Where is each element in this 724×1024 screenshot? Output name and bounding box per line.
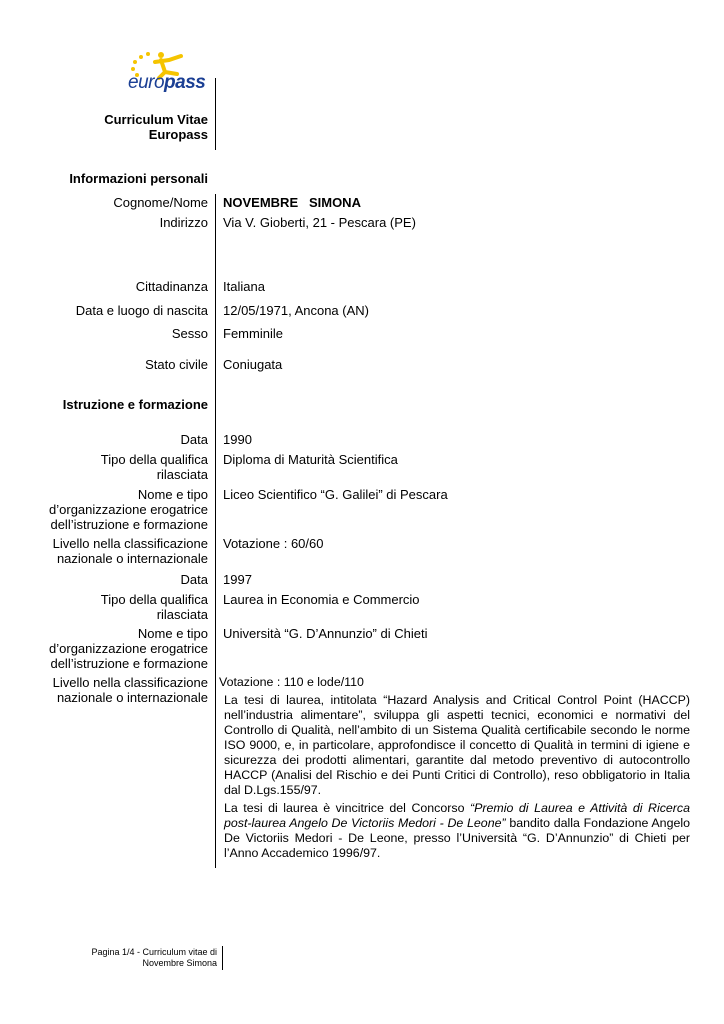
label-cittadinanza: Cittadinanza [135,279,208,294]
label-tipo-qualifica-line2: rilasciata [156,607,208,622]
cv-title-line1: Curriculum Vitae [104,112,208,127]
label-nome-line2: d’organizzazione erogatrice [49,641,208,656]
label-data-nascita: Data e luogo di nascita [75,303,208,318]
label-indirizzo: Indirizzo [159,215,208,230]
label-tipo-qualifica [101,452,208,482]
label-cognome-nome: Cognome/Nome [113,195,208,210]
value-nome-organizzazione: Università “G. D’Annunzio” di Chieti [223,626,428,641]
label-tipo-qualifica-line1: Tipo della qualifica [100,592,208,607]
value-data-nascita: 12/05/1971, Ancona (AN) [223,303,369,318]
label-livello-classificazione [53,536,208,566]
logo-text-euro: euro [128,72,165,93]
label-data: Data [180,432,208,447]
footer-line2: Novembre Simona [142,958,217,968]
label-livello-line1: Livello nella classificazione [52,536,208,551]
label-nome-line3: dell’istruzione e formazione [50,656,208,671]
value-livello: Votazione : 110 e lode/110 [219,675,364,689]
award-text-post: bandito dalla Fondazione Angelo De Victoriis Medori - De Leone, presso l’Università “G. D’Annunzio” di Chieti per l’Anno Accademico 1996/97. [224,816,690,860]
divider-top [215,78,216,150]
value-nome-organizzazione: Liceo Scientifico “G. Galilei” di Pescara [223,487,448,502]
label-sesso: Sesso [171,326,208,341]
divider-main [215,194,216,868]
label-nome-line2: d’organizzazione erogatrice [49,502,208,517]
section-personal-info: Informazioni personali [69,171,208,186]
label-nome-line3: dell’istruzione e formazione [50,517,208,532]
footer-divider [222,946,223,970]
label-stato-civile: Stato civile [145,357,208,372]
value-tipo-qualifica: Laurea in Economia e Commercio [223,592,420,607]
thesis-award [224,801,690,861]
label-livello-classificazione [53,675,208,705]
value-data: 1990 [223,432,252,447]
label-nome-line1: Nome e tipo [137,487,208,502]
label-nome-tipo-organizzazione [49,626,208,671]
label-nome-tipo-organizzazione [49,487,208,532]
thesis-description: La tesi di laurea, intitolata “Hazard Analysis and Critical Control Point (HACCP) nell’industria alimentare”, sviluppa gli aspetti tecnici, economici e normativi del Controllo di Qualità, nell’ambito di un Sistema Qualità certificabile secondo le norme ISO 9000, e, in particolare, approfondisce il concetto di Qualità in termini di igiene e sicurezza dei prodotti alimentari, garantite dal metodo preventivo di autocontrollo HACCP (Analisi del Rischio e dei Punti Critici di Controllo), reso obbligatorio in Italia dal D.Lgs.155/97. [224,693,690,797]
value-livello: Votazione : 60/60 [223,536,324,551]
value-data: 1997 [223,572,252,587]
cv-title-line2: Europass [148,127,208,142]
label-livello-line2: nazionale o internazionale [56,690,208,705]
award-text-italic: “Premio di Laurea e Attività di Ricerca post-laurea Angelo De Victoriis Medori - De Leone” [224,801,691,830]
label-tipo-qualifica [101,592,208,622]
value-stato-civile: Coniugata [223,357,283,372]
value-cittadinanza: Italiana [223,279,265,294]
label-livello-line2: nazionale o internazionale [56,551,208,566]
europass-logo [120,50,220,102]
footer-line1: Pagina 1/4 - Curriculum vitae di [91,947,217,957]
label-tipo-qualifica-line1: Tipo della qualifica [100,452,208,467]
page-footer [91,947,217,969]
value-cognome-nome: NOVEMBRE SIMONA [223,195,361,210]
logo-text-pass: pass [164,72,206,93]
label-livello-line1: Livello nella classificazione [52,675,208,690]
value-indirizzo: Via V. Gioberti, 21 - Pescara (PE) [223,215,416,230]
label-tipo-qualifica-line2: rilasciata [156,467,208,482]
value-tipo-qualifica: Diploma di Maturità Scientifica [223,452,398,467]
value-sesso: Femminile [223,326,283,341]
label-nome-line1: Nome e tipo [137,626,208,641]
section-education: Istruzione e formazione [62,397,208,412]
award-text-pre: La tesi di laurea è vincitrice del Concorso [224,801,470,815]
label-data: Data [180,572,208,587]
